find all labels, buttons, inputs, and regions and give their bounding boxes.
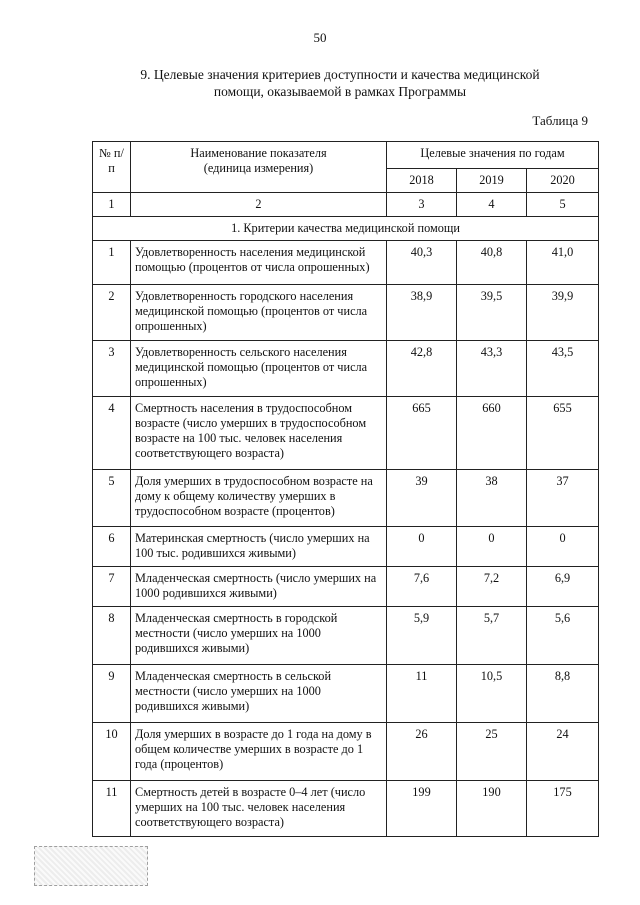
value-2018: 199	[387, 781, 457, 837]
row-number: 1	[93, 241, 131, 285]
header-name-line-2: (единица измерения)	[203, 161, 314, 175]
row-number: 10	[93, 723, 131, 781]
row-number: 2	[93, 285, 131, 341]
value-2020: 175	[527, 781, 599, 837]
value-2018: 665	[387, 397, 457, 470]
value-2019: 7,2	[457, 567, 527, 607]
value-2019: 0	[457, 527, 527, 567]
value-2018: 39	[387, 470, 457, 527]
value-2019: 39,5	[457, 285, 527, 341]
stamp-mark	[34, 846, 148, 886]
header-name-line-1: Наименование показателя	[190, 146, 327, 160]
table-row	[93, 781, 599, 837]
table-row	[93, 285, 599, 341]
row-number: 4	[93, 397, 131, 470]
header-year-2018: 2018	[387, 169, 457, 193]
value-2020: 41,0	[527, 241, 599, 285]
table-row	[93, 567, 599, 607]
row-number: 5	[93, 470, 131, 527]
row-number: 9	[93, 665, 131, 723]
page-number: 50	[313, 30, 327, 45]
row-number: 3	[93, 341, 131, 397]
column-index: 4	[457, 193, 527, 217]
table-row	[93, 723, 599, 781]
header-num: № п/п	[93, 142, 131, 193]
column-index: 3	[387, 193, 457, 217]
value-2020: 39,9	[527, 285, 599, 341]
table-row	[93, 607, 599, 665]
indicator-name: Удовлетворенность сельского населения медицинской помощью (процентов от числа опрошенных)	[131, 341, 387, 397]
row-number: 8	[93, 607, 131, 665]
column-index: 2	[131, 193, 387, 217]
row-number: 6	[93, 527, 131, 567]
value-2019: 25	[457, 723, 527, 781]
indicator-name: Материнская смертность (число умерших на 100 тыс. родившихся живыми)	[131, 527, 387, 567]
indicator-name: Удовлетворенность населения медицинской помощью (процентов от числа опрошенных)	[131, 241, 387, 285]
row-number: 7	[93, 567, 131, 607]
value-2020: 5,6	[527, 607, 599, 665]
indicator-name: Доля умерших в трудоспособном возрасте на дому к общему количеству умерших в трудоспособном возрасте (процентов)	[131, 470, 387, 527]
value-2018: 26	[387, 723, 457, 781]
indicator-name: Удовлетворенность городского населения медицинской помощью (процентов от числа опрошенных)	[131, 285, 387, 341]
indicator-name: Смертность детей в возрасте 0–4 лет (число умерших на 100 тыс. человек населения соответствующего возраста)	[131, 781, 387, 837]
table-row	[93, 241, 599, 285]
header-name	[131, 142, 387, 193]
column-index: 5	[527, 193, 599, 217]
value-2020: 8,8	[527, 665, 599, 723]
indicator-name: Младенческая смертность (число умерших на 1000 родившихся живыми)	[131, 567, 387, 607]
value-2019: 40,8	[457, 241, 527, 285]
header-targets: Целевые значения по годам	[387, 142, 599, 169]
table-row	[93, 665, 599, 723]
value-2019: 10,5	[457, 665, 527, 723]
indicator-name: Младенческая смертность в городской местности (число умерших на 1000 родившихся живыми)	[131, 607, 387, 665]
value-2020: 0	[527, 527, 599, 567]
indicator-name: Младенческая смертность в сельской местности (число умерших на 1000 родившихся живыми)	[131, 665, 387, 723]
value-2018: 0	[387, 527, 457, 567]
value-2018: 11	[387, 665, 457, 723]
title-line-2: помощи, оказываемой в рамках Программы	[213, 84, 467, 99]
value-2018: 40,3	[387, 241, 457, 285]
table-label: Таблица 9	[532, 113, 588, 128]
document-title	[90, 66, 590, 100]
column-index: 1	[93, 193, 131, 217]
table-row	[93, 527, 599, 567]
table-body	[93, 241, 599, 837]
table-row	[93, 341, 599, 397]
indicator-name: Смертность населения в трудоспособном возрасте (число умерших в трудоспособном возрасте на 100 тыс. человек населения соответствующего возраста)	[131, 397, 387, 470]
value-2020: 43,5	[527, 341, 599, 397]
header-year-2020: 2020	[527, 169, 599, 193]
table-row	[93, 470, 599, 527]
value-2018: 42,8	[387, 341, 457, 397]
value-2018: 5,9	[387, 607, 457, 665]
header-year-2019: 2019	[457, 169, 527, 193]
title-line-1: 9. Целевые значения критериев доступности и качества медицинской	[140, 67, 540, 82]
header-row-1	[93, 142, 599, 169]
value-2018: 7,6	[387, 567, 457, 607]
indicator-name: Доля умерших в возрасте до 1 года на дому в общем количестве умерших в возрасте до 1 года (процентов)	[131, 723, 387, 781]
table-row	[93, 397, 599, 470]
row-number: 11	[93, 781, 131, 837]
value-2019: 43,3	[457, 341, 527, 397]
value-2020: 655	[527, 397, 599, 470]
section-row	[93, 217, 599, 241]
column-index-row	[93, 193, 599, 217]
value-2020: 6,9	[527, 567, 599, 607]
value-2020: 37	[527, 470, 599, 527]
value-2020: 24	[527, 723, 599, 781]
value-2019: 660	[457, 397, 527, 470]
criteria-table	[92, 141, 599, 837]
section-title: 1. Критерии качества медицинской помощи	[93, 217, 599, 241]
value-2018: 38,9	[387, 285, 457, 341]
value-2019: 190	[457, 781, 527, 837]
value-2019: 38	[457, 470, 527, 527]
value-2019: 5,7	[457, 607, 527, 665]
